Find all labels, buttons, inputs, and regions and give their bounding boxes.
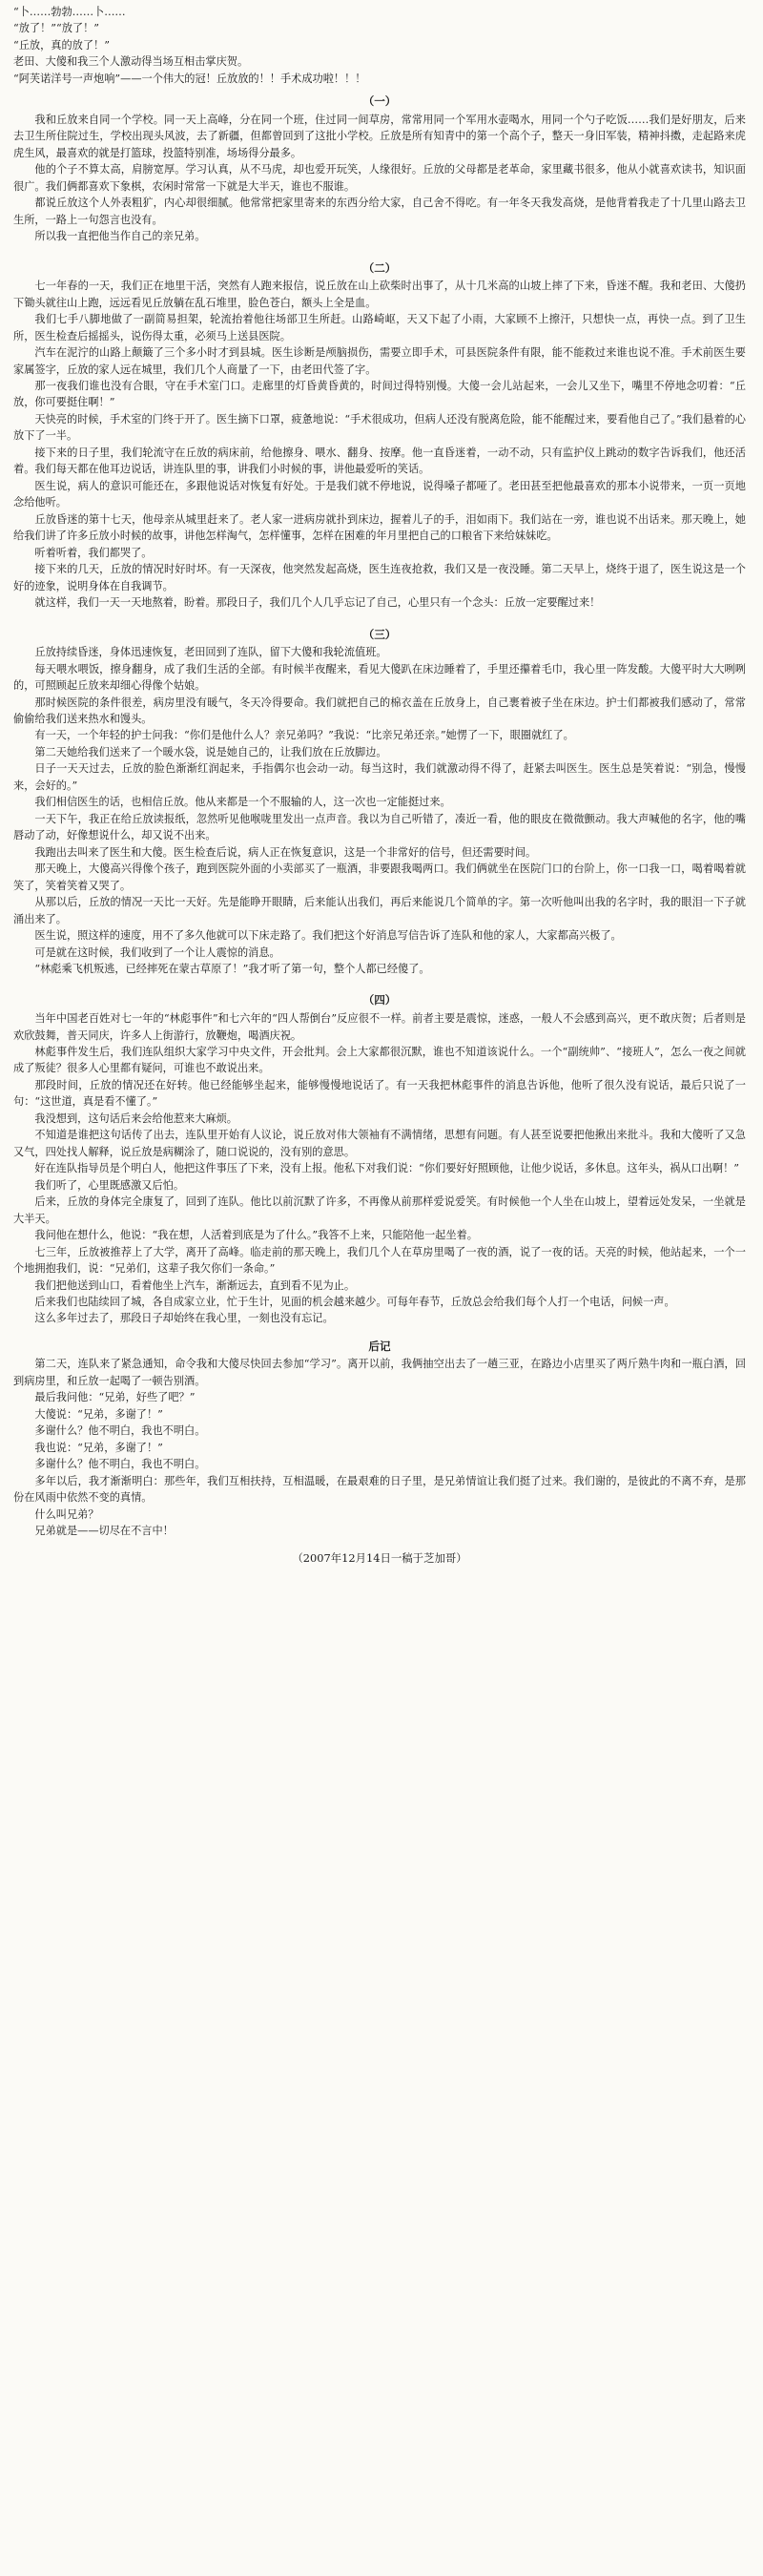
paragraph: 我们听了，心里既感激又后怕。 xyxy=(34,1178,185,1192)
section-3 xyxy=(13,624,746,978)
paragraph: 七三年，丘放被推荐上了大学，离开了高峰。临走前的那天晚上，我们几个人在草房里喝了一夜的酒，说了一夜的话。天亮的时候，他站起来，一个一个地拥抱我们，说：“兄弟们，这辈子我欠你们一条命。” xyxy=(13,1245,746,1276)
paragraph: 后来，丘放的身体完全康复了，回到了连队。他比以前沉默了许多，不再像从前那样爱说爱笑。有时候他一个人坐在山坡上，望着远处发呆，一坐就是大半天。 xyxy=(13,1195,746,1225)
date-note: （2007年12月14日一稿于芝加哥） xyxy=(292,1550,467,1565)
paragraph: 当年中国老百姓对七一年的“林彪事件”和七六年的“四人帮倒台”反应很不一样。前者主要是震惊，迷惑，一般人不会感到高兴，更不敢庆贺；后者则是欢欣鼓舞，普天同庆，许多人上街游行，放鞭炮，喝酒庆祝。 xyxy=(13,1012,746,1042)
paragraph: 天快亮的时候，手术室的门终于开了。医生摘下口罩，疲惫地说：“手术很成功，但病人还没有脱离危险，能不能醒过来，要看他自己了。”我们悬着的心放下了一半。 xyxy=(13,412,746,443)
section-divider xyxy=(13,612,746,620)
paragraph: 医生说，照这样的速度，用不了多久他就可以下床走路了。我们把这个好消息写信告诉了连队和他的家人，大家都高兴极了。 xyxy=(34,929,622,943)
paragraph: 都说丘放这个人外表粗犷，内心却很细腻。他常常把家里寄来的东西分给大家，自己舍不得吃。有一年冬天我发高烧，是他背着我走了十几里山路去卫生所，一路上一句怨言也没有。 xyxy=(13,197,746,226)
postscript-heading: 后记 xyxy=(368,1339,391,1353)
paragraph: 这么多年过去了，那段日子却始终在我心里，一刻也没有忘记。 xyxy=(34,1312,334,1325)
paragraph: 我跑出去叫来了医生和大傻。医生检查后说，病人正在恢复意识，这是一个非常好的信号，但还需要时间。 xyxy=(34,845,537,859)
paragraph: 那段时间，丘放的情况还在好转。他已经能够坐起来，能够慢慢地说话了。有一天我把林彪事件的消息告诉他，他听了很久没有说话，最后只说了一句：“这世道，真是看不懂了。” xyxy=(13,1078,746,1109)
paragraph: 我们把他送到山口，看着他坐上汽车，渐渐远去，直到看不见为止。 xyxy=(34,1278,356,1292)
paragraph: 多年以后，我才渐渐明白：那些年，我们互相扶持，互相温暖，在最艰难的日子里，是兄弟情谊让我们挺了过来。我们谢的，是彼此的不离不弃，是那份在风雨中依然不变的真情。 xyxy=(13,1474,746,1505)
section-heading: （一） xyxy=(362,94,397,109)
paragraph: 医生说，病人的意识可能还在，多跟他说话对恢复有好处。于是我们就不停地说，说得嗓子都哑了。老田甚至把他最喜欢的那本小说带来，一页一页地念给他听。 xyxy=(13,479,746,509)
paragraph: 那一夜我们谁也没有合眼，守在手术室门口。走廊里的灯昏黄昏黄的，时间过得特别慢。大傻一会儿站起来，一会儿又坐下，嘴里不停地念叨着：“丘放，你可要挺住啊！” xyxy=(13,380,746,409)
paragraph: 我们相信医生的话，也相信丘放。他从来都是一个不服输的人，这一次也一定能挺过来。 xyxy=(34,796,451,809)
paragraph: 一天下午，我正在给丘放读报纸，忽然听见他喉咙里发出一点声音。我以为自己听错了，凑近一看，他的眼皮在微微颤动。我大声喊他的名字，他的嘴唇动了动，好像想说什么，却又说不出来。 xyxy=(13,812,746,842)
paragraph: 多谢什么？他不明白，我也不明白。 xyxy=(34,1458,206,1471)
paragraph: 接下来的几天，丘放的情况时好时坏。有一天深夜，他突然发起高烧，医生连夜抢救，我们又是一夜没睡。第二天早上，烧终于退了，医生说这是一个好的迹象，说明身体在自我调节。 xyxy=(13,563,746,592)
paragraph: “林彪乘飞机叛逃，已经摔死在蒙古草原了！”我才听了第一句，整个人都已经傻了。 xyxy=(34,963,430,976)
paragraph: 每天喂水喂饭，擦身翻身，成了我们生活的全部。有时候半夜醒来，看见大傻趴在床边睡着了，手里还攥着毛巾，我心里一阵发酸。大傻平时大大咧咧的，可照顾起丘放来却细心得像个姑娘。 xyxy=(13,662,746,693)
paragraph: 兄弟就是——切尽在不言中！ xyxy=(34,1525,174,1538)
section-heading: （二） xyxy=(362,260,397,275)
paragraph: 可是就在这时候，我们收到了一个让人震惊的消息。 xyxy=(34,945,280,959)
section-heading: （三） xyxy=(362,627,397,641)
intro-line: “放了！”“放了！” xyxy=(13,22,100,35)
paragraph: 大傻说：“兄弟，多谢了！” xyxy=(34,1407,163,1421)
paragraph: 我没想到，这句话后来会给他惹来大麻烦。 xyxy=(34,1111,237,1125)
intro-line: “阿芙诺洋号一声炮响”——一个伟大的冠！丘放放的！！手术成功啦！！！ xyxy=(13,72,366,85)
section-divider xyxy=(13,245,746,254)
paragraph: 林彪事件发生后，我们连队组织大家学习中央文件，开会批判。会上大家都很沉默，谁也不知道该说什么。一个“副统帅”、“接班人”，怎么一夜之间就成了叛徒？很多人心里都有疑问，可谁也不敢说出来。 xyxy=(13,1045,746,1075)
section-divider xyxy=(13,977,746,986)
section-4 xyxy=(13,989,746,1326)
paragraph: 第二天，连队来了紧急通知，命令我和大傻尽快回去参加“学习”。离开以前，我俩抽空出去了一趟三亚，在路边小店里买了两斤熟牛肉和一瓶白酒，回到病房里，和丘放一起喝了一顿告别酒。 xyxy=(13,1358,746,1387)
intro-line: “卜……勃勃……卜…… xyxy=(13,6,126,18)
paragraph: 那天晚上，大傻高兴得像个孩子，跑到医院外面的小卖部买了一瓶酒，非要跟我喝两口。我们俩就坐在医院门口的台阶上，你一口我一口，喝着喝着就笑了，笑着笑着又哭了。 xyxy=(13,862,746,892)
paragraph: 听着听着，我们都哭了。 xyxy=(34,546,153,559)
paragraph: 汽车在泥泞的山路上颠簸了三个多小时才到县城。医生诊断是颅脑损伤，需要立即手术，可县医院条件有限，能不能救过来谁也说不准。手术前医生要家属签字，丘放的家人远在城里，我们几个人商量了一下，由老田代签了字。 xyxy=(13,346,746,376)
paragraph: 接下来的日子里，我们轮流守在丘放的病床前，给他擦身、喂水、翻身、按摩。他一直昏迷着，一动不动，只有监护仪上跳动的数字告诉我们，他还活着。我们每天都在他耳边说话，讲连队里的事，讲我们小时候的事，讲他最爱听的笑话。 xyxy=(13,446,746,476)
section-heading: （四） xyxy=(362,993,397,1008)
intro-line: “丘放，真的放了！” xyxy=(13,38,110,52)
paragraph: 后来我们也陆续回了城，各自成家立业，忙于生计，见面的机会越来越少。可每年春节，丘放总会给我们每个人打一个电话，问候一声。 xyxy=(34,1296,675,1308)
paragraph: 我问他在想什么，他说：“我在想，人活着到底是为了什么。”我答不上来，只能陪他一起坐着。 xyxy=(34,1229,478,1242)
postscript xyxy=(13,1336,746,1540)
paragraph: 多谢什么？他不明白，我也不明白。 xyxy=(34,1424,206,1438)
paragraph: 他的个子不算太高，肩膀宽厚。学习认真，从不马虎，却也爱开玩笑，人缘很好。丘放的父母都是老革命，家里藏书很多，他从小就喜欢读书，知识面很广。我们俩都喜欢下象棋，农闲时常常一下就是大半天，谁也不服谁。 xyxy=(13,163,746,193)
paragraph: 我也说：“兄弟，多谢了！” xyxy=(34,1441,163,1454)
section-2 xyxy=(13,258,746,612)
paragraph: 从那以后，丘放的情况一天比一天好。先是能睁开眼睛，后来能认出我们，再后来能说几个简单的字。第一次听他叫出我的名字时，我的眼泪一下子就涌出来了。 xyxy=(13,896,746,925)
intro-block xyxy=(13,4,746,87)
paragraph: 好在连队指导员是个明白人，他把这件事压了下来，没有上报。他私下对我们说：“你们要好好照顾他，让他少说话，多休息。这年头，祸从口出啊！” xyxy=(34,1162,740,1175)
paragraph: 丘放持续昏迷，身体迅速恢复，老田回到了连队，留下大傻和我轮流值班。 xyxy=(34,646,387,659)
intro-line: 老田、大傻和我三个人激动得当场互相击掌庆贺。 xyxy=(13,55,249,69)
paragraph: 第二天她给我们送来了一个暖水袋，说是她自己的，让我们放在丘放脚边。 xyxy=(34,745,387,758)
paragraph: 日子一天天过去，丘放的脸色渐渐红润起来，手指偶尔也会动一动。每当这时，我们就激动得不得了，赶紧去叫医生。医生总是笑着说：“别急，慢慢来，会好的。” xyxy=(13,762,746,792)
section-divider xyxy=(13,1327,746,1336)
paragraph: 什么叫兄弟？ xyxy=(34,1507,99,1521)
paragraph: 那时候医院的条件很差，病房里没有暖气，冬天冷得要命。我们就把自己的棉衣盖在丘放身上，自己裹着被子坐在床边。护士们都被我们感动了，常常偷偷给我们送来热水和馒头。 xyxy=(13,696,746,725)
paragraph: 最后我问他：“兄弟，好些了吧？” xyxy=(34,1391,196,1404)
paragraph: 不知道是谁把这句话传了出去，连队里开始有人议论，说丘放对伟大领袖有不满情绪，思想有问题。有人甚至说要把他揪出来批斗。我和大傻听了又急又气，四处找人解释，说丘放是病糊涂了，随口说说的，没有别的意思。 xyxy=(13,1129,746,1158)
paragraph: 我们七手八脚地做了一副简易担架，轮流抬着他往场部卫生所赶。山路崎岖，天又下起了小雨，大家顾不上擦汗，只想快一点，再快一点。到了卫生所，医生检查后摇摇头，说伤得太重，必须马上送县医院。 xyxy=(13,313,746,343)
paragraph: 所以我一直把他当作自己的亲兄弟。 xyxy=(34,230,206,243)
paragraph: 丘放昏迷的第十七天，他母亲从城里赶来了。老人家一进病房就扑到床边，握着儿子的手，泪如雨下。我们站在一旁，谁也说不出话来。那天晚上，她给我们讲了许多丘放小时候的故事，讲他怎样淘气，怎样懂事，怎样在困难的年月里把自己的口粮省下来给妹妹吃。 xyxy=(13,512,746,543)
paragraph: 七一年春的一天，我们正在地里干活，突然有人跑来报信，说丘放在山上砍柴时出事了，从十几米高的山坡上摔了下来，昏迷不醒。我和老田、大傻扔下锄头就往山上跑，远远看见丘放躺在乱石堆里，脸色苍白，额头上全是血。 xyxy=(13,280,746,309)
paragraph: 我和丘放来自同一个学校。同一天上高峰，分在同一个班，住过同一间草房，常常用同一个军用水壶喝水，用同一个勺子吃饭……我们是好朋友，后来去卫生所住院过生，学校出现头风波，去了新疆，但都曾回到了这批小学校。丘放是所有知青中的第一个高个子，整天一身旧军装，精神抖擞，走起路来虎虎生风，最喜欢的就是打篮球，投篮特别准，场场得分最多。 xyxy=(13,113,746,159)
paragraph: 有一天，一个年轻的护士问我：“你们是他什么人？亲兄弟吗？”我说：“比亲兄弟还亲。”她愣了一下，眼圈就红了。 xyxy=(34,729,574,742)
paragraph: 就这样，我们一天一天地熬着，盼着。那段日子，我们几个人几乎忘记了自己，心里只有一个念头：丘放一定要醒过来！ xyxy=(34,596,601,610)
section-1 xyxy=(13,91,746,244)
